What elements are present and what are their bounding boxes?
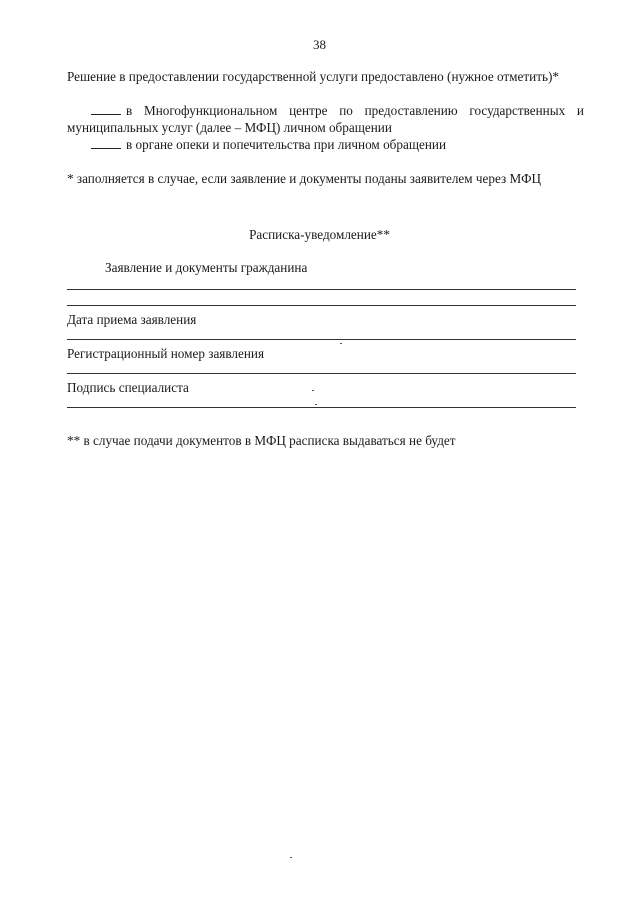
scan-speck [290, 857, 292, 858]
date-label: Дата приема заявления [67, 312, 197, 327]
page-number: 38 [313, 37, 326, 52]
option-guardianship-text: в органе опеки и попечительства при личном обращении [126, 137, 447, 152]
option-mfc-text: в Многофункциональном центре по предоставлению государственных и муниципальных услуг (далее – МФЦ) личном обращении [67, 103, 584, 135]
scan-speck [340, 343, 342, 344]
footnote-mfc: * заполняется в случае, если заявление и документы поданы заявителем через МФЦ [67, 171, 542, 186]
signature-label: Подпись специалиста [67, 380, 189, 395]
option-guardianship [67, 136, 584, 153]
signature-line[interactable] [67, 407, 576, 408]
documents-line-2[interactable] [67, 305, 576, 306]
footnote-receipt: ** в случае подачи документов в МФЦ расписка выдаваться не будет [67, 433, 456, 448]
scan-speck [312, 390, 314, 391]
date-line[interactable] [67, 339, 576, 340]
documents-line-1[interactable] [67, 289, 576, 290]
decision-intro: Решение в предоставлении государственной услуги предоставлено (нужное отметить)* [67, 69, 559, 84]
documents-label: Заявление и документы гражданина [105, 260, 308, 275]
option-mfc [67, 102, 584, 136]
scan-speck [315, 404, 317, 405]
checkbox-blank-mfc[interactable] [91, 102, 121, 115]
reg-number-line[interactable] [67, 373, 576, 374]
receipt-title: Расписка-уведомление** [249, 227, 390, 242]
reg-number-label: Регистрационный номер заявления [67, 346, 265, 361]
checkbox-blank-guardianship[interactable] [91, 136, 121, 149]
